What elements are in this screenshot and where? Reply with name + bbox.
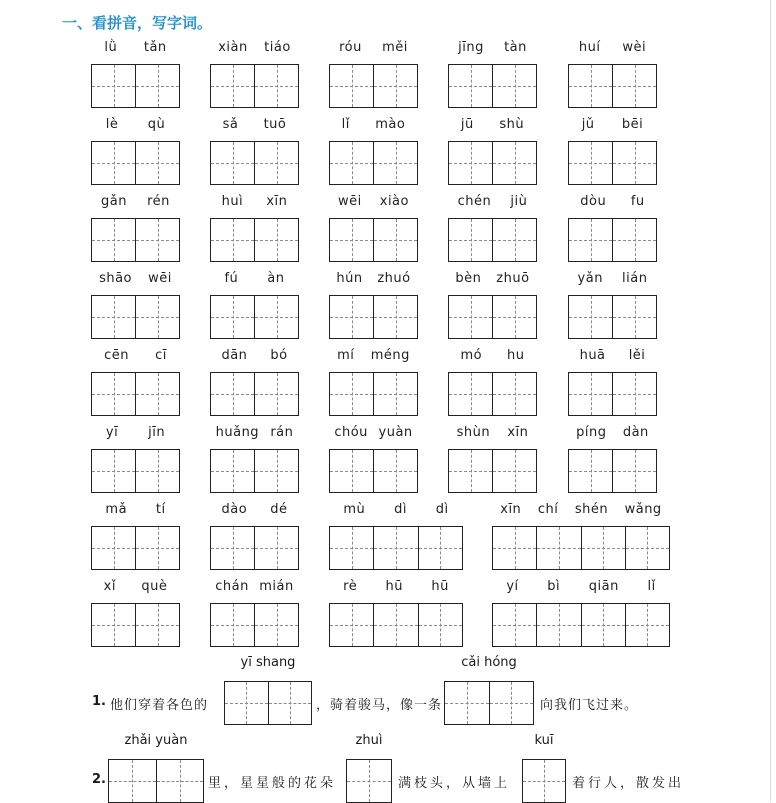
writing-box[interactable] — [254, 604, 298, 646]
writing-grid[interactable] — [448, 372, 537, 416]
writing-grid[interactable] — [568, 449, 657, 493]
writing-box[interactable] — [569, 296, 612, 338]
pinyin-label — [329, 502, 463, 517]
writing-box[interactable] — [135, 65, 179, 107]
pinyin-syllable: lǜ — [104, 40, 118, 55]
writing-box[interactable] — [569, 373, 612, 415]
pinyin-syllable: yǎn — [577, 271, 603, 286]
pinyin-syllable: mǎ — [105, 502, 128, 517]
pinyin-syllable: xīn — [500, 502, 522, 517]
pinyin-label — [210, 271, 299, 286]
pinyin-syllable: xiào — [379, 194, 409, 209]
pinyin-syllable: dàn — [622, 425, 649, 440]
writing-box[interactable] — [625, 604, 669, 646]
writing-grid[interactable] — [346, 759, 392, 803]
writing-grid[interactable] — [329, 295, 418, 339]
writing-grid[interactable] — [210, 603, 299, 647]
pinyin-label — [492, 502, 670, 517]
pinyin-syllable: què — [141, 579, 168, 594]
writing-box[interactable] — [492, 219, 536, 261]
pinyin-label — [210, 579, 299, 594]
pinyin-syllable: tàn — [504, 40, 527, 55]
writing-box[interactable] — [92, 142, 135, 184]
writing-grid[interactable] — [492, 603, 670, 647]
writing-box[interactable] — [373, 527, 417, 569]
writing-box[interactable] — [254, 527, 298, 569]
writing-grid[interactable] — [210, 526, 299, 570]
pinyin-label — [448, 348, 537, 363]
pinyin-label — [329, 348, 418, 363]
page-edge-rule — [770, 0, 771, 802]
writing-box[interactable] — [418, 527, 462, 569]
writing-box[interactable] — [330, 450, 373, 492]
pinyin-label — [492, 579, 670, 594]
writing-box[interactable] — [449, 65, 492, 107]
writing-box[interactable] — [449, 219, 492, 261]
writing-box[interactable] — [569, 65, 612, 107]
pinyin-syllable: wèi — [622, 40, 647, 55]
writing-grid[interactable] — [210, 449, 299, 493]
writing-box[interactable] — [445, 682, 489, 724]
pinyin-label — [210, 502, 299, 517]
sentence-1-pinyin-b — [444, 655, 534, 670]
writing-box[interactable] — [330, 65, 373, 107]
writing-box[interactable] — [612, 296, 656, 338]
writing-box[interactable] — [523, 760, 565, 802]
writing-box[interactable] — [612, 142, 656, 184]
writing-box[interactable] — [581, 604, 625, 646]
writing-box[interactable] — [225, 682, 268, 724]
writing-grid[interactable] — [91, 64, 180, 108]
pinyin-syllable: jiù — [510, 194, 528, 209]
writing-box[interactable] — [135, 527, 179, 569]
writing-box[interactable] — [449, 450, 492, 492]
writing-box[interactable] — [135, 296, 179, 338]
pinyin-syllable: rén — [147, 194, 170, 209]
writing-grid[interactable] — [91, 141, 180, 185]
pinyin-syllable: méng — [370, 348, 410, 363]
writing-box[interactable] — [330, 604, 373, 646]
pinyin-syllable: yuàn — [378, 425, 413, 440]
writing-box[interactable] — [569, 142, 612, 184]
pinyin-syllable: zhuō — [496, 271, 530, 286]
writing-box[interactable] — [492, 373, 536, 415]
writing-box[interactable] — [373, 219, 417, 261]
writing-grid[interactable] — [448, 295, 537, 339]
pinyin-label — [568, 271, 657, 286]
pinyin-syllable: qù — [147, 117, 166, 132]
pinyin-syllable: chán — [215, 579, 249, 594]
writing-grid[interactable] — [329, 218, 418, 262]
writing-grid[interactable] — [91, 218, 180, 262]
pinyin-syllable: shén — [574, 502, 609, 517]
sentence-text: 满枝头，从墙上 — [398, 776, 511, 791]
sentence-number: 2. — [92, 772, 106, 787]
pinyin-syllable: rè — [343, 579, 358, 594]
writing-box[interactable] — [449, 373, 492, 415]
sentence-text: 向我们飞过来。 — [540, 698, 639, 713]
pinyin-text: kuī — [534, 733, 554, 748]
section-title: 一、看拼音，写字词。 — [62, 14, 213, 32]
writing-box[interactable] — [569, 450, 612, 492]
pinyin-syllable: yí — [506, 579, 519, 594]
writing-box[interactable] — [536, 604, 580, 646]
writing-box[interactable] — [612, 219, 656, 261]
pinyin-syllable: shāo — [99, 271, 133, 286]
writing-box[interactable] — [418, 604, 462, 646]
writing-box[interactable] — [330, 527, 373, 569]
pinyin-syllable: dì — [435, 502, 449, 517]
writing-box[interactable] — [211, 527, 254, 569]
pinyin-syllable: chí — [537, 502, 559, 517]
pinyin-label — [448, 425, 537, 440]
writing-grid[interactable] — [329, 141, 418, 185]
pinyin-syllable: lǐ — [647, 579, 656, 594]
writing-box[interactable] — [109, 760, 156, 802]
pinyin-label — [91, 40, 180, 55]
writing-grid[interactable] — [210, 218, 299, 262]
writing-box[interactable] — [612, 373, 656, 415]
pinyin-syllable: mí — [337, 348, 355, 363]
pinyin-label — [91, 348, 180, 363]
pinyin-syllable: bì — [547, 579, 561, 594]
writing-grid[interactable] — [91, 295, 180, 339]
pinyin-syllable: dào — [221, 502, 248, 517]
pinyin-text: zhuì — [355, 733, 383, 748]
pinyin-syllable: hu — [507, 348, 525, 363]
writing-box[interactable] — [493, 527, 536, 569]
pinyin-syllable: gǎn — [101, 194, 128, 209]
pinyin-syllable: huí — [578, 40, 601, 55]
sentence-text: 他们穿着各色的 — [110, 698, 209, 713]
pinyin-syllable: dé — [270, 502, 288, 517]
pinyin-syllable: xǐ — [103, 579, 116, 594]
pinyin-syllable: yī — [105, 425, 119, 440]
sentence-2-pinyin-b — [346, 733, 392, 748]
pinyin-syllable: píng — [576, 425, 607, 440]
pinyin-syllable: mián — [259, 579, 294, 594]
writing-box[interactable] — [135, 219, 179, 261]
pinyin-syllable: tuō — [263, 117, 287, 132]
writing-grid[interactable] — [210, 64, 299, 108]
pinyin-label — [568, 425, 657, 440]
writing-box[interactable] — [211, 65, 254, 107]
writing-box[interactable] — [536, 527, 580, 569]
writing-box[interactable] — [373, 373, 417, 415]
pinyin-text: cǎi hóng — [461, 655, 517, 670]
pinyin-syllable: fu — [630, 194, 645, 209]
sentence-number: 1. — [92, 694, 106, 709]
pinyin-syllable: lián — [622, 271, 648, 286]
writing-box[interactable] — [254, 450, 298, 492]
pinyin-syllable: huì — [221, 194, 244, 209]
writing-box[interactable] — [135, 142, 179, 184]
writing-grid[interactable] — [329, 526, 463, 570]
writing-box[interactable] — [254, 296, 298, 338]
writing-box[interactable] — [211, 219, 254, 261]
writing-box[interactable] — [612, 65, 656, 107]
writing-box[interactable] — [625, 527, 669, 569]
pinyin-syllable: bó — [270, 348, 288, 363]
writing-grid[interactable] — [568, 64, 657, 108]
writing-grid[interactable] — [210, 295, 299, 339]
writing-grid[interactable] — [329, 372, 418, 416]
pinyin-syllable: jǔ — [581, 117, 595, 132]
writing-grid[interactable] — [448, 141, 537, 185]
writing-grid[interactable] — [91, 449, 180, 493]
writing-box[interactable] — [569, 219, 612, 261]
pinyin-syllable: rán — [270, 425, 294, 440]
pinyin-syllable: shùn — [456, 425, 491, 440]
pinyin-syllable: dòu — [580, 194, 607, 209]
pinyin-syllable: měi — [382, 40, 408, 55]
writing-grid[interactable] — [210, 372, 299, 416]
writing-box[interactable] — [211, 296, 254, 338]
pinyin-label — [329, 194, 418, 209]
writing-box[interactable] — [254, 219, 298, 261]
pinyin-syllable: chóu — [334, 425, 368, 440]
pinyin-syllable: hū — [385, 579, 404, 594]
writing-box[interactable] — [493, 604, 536, 646]
writing-grid[interactable] — [329, 603, 463, 647]
writing-box[interactable] — [373, 65, 417, 107]
pinyin-label — [210, 348, 299, 363]
writing-box[interactable] — [492, 142, 536, 184]
pinyin-label — [448, 40, 537, 55]
writing-box[interactable] — [373, 604, 417, 646]
writing-grid[interactable] — [492, 526, 670, 570]
sentence-2-pinyin-c — [522, 733, 566, 748]
writing-grid[interactable] — [91, 372, 180, 416]
writing-box[interactable] — [449, 142, 492, 184]
pinyin-syllable: xīn — [266, 194, 288, 209]
pinyin-syllable: dān — [221, 348, 248, 363]
writing-box[interactable] — [373, 296, 417, 338]
writing-box[interactable] — [492, 65, 536, 107]
writing-box[interactable] — [135, 604, 179, 646]
writing-box[interactable] — [492, 450, 536, 492]
pinyin-label — [210, 117, 299, 132]
pinyin-label — [91, 579, 180, 594]
writing-box[interactable] — [254, 142, 298, 184]
pinyin-label — [210, 194, 299, 209]
pinyin-syllable: xīn — [507, 425, 529, 440]
writing-box[interactable] — [211, 604, 254, 646]
writing-box[interactable] — [612, 450, 656, 492]
pinyin-syllable: tiáo — [264, 40, 291, 55]
writing-box[interactable] — [211, 373, 254, 415]
writing-grid[interactable] — [210, 141, 299, 185]
pinyin-syllable: lěi — [628, 348, 646, 363]
pinyin-text: yī shang — [240, 655, 296, 670]
writing-grid[interactable] — [522, 759, 566, 803]
pinyin-label — [568, 117, 657, 132]
pinyin-label — [568, 194, 657, 209]
writing-box[interactable] — [135, 373, 179, 415]
writing-grid[interactable] — [91, 526, 180, 570]
pinyin-syllable: wǎng — [624, 502, 662, 517]
writing-box[interactable] — [373, 450, 417, 492]
sentence-2-pinyin-a — [108, 733, 204, 748]
writing-box[interactable] — [92, 450, 135, 492]
writing-box[interactable] — [254, 65, 298, 107]
pinyin-syllable: wēi — [148, 271, 172, 286]
pinyin-label — [210, 425, 299, 440]
writing-grid[interactable] — [568, 295, 657, 339]
pinyin-syllable: bēi — [621, 117, 644, 132]
pinyin-syllable: róu — [339, 40, 362, 55]
writing-grid[interactable] — [448, 218, 537, 262]
pinyin-syllable: wēi — [338, 194, 362, 209]
pinyin-syllable: lǐ — [341, 117, 350, 132]
pinyin-text: zhǎi yuàn — [124, 733, 188, 748]
sentence-1-pinyin-a — [224, 655, 312, 670]
pinyin-syllable: shù — [499, 117, 525, 132]
sentence-text: ，骑着骏马，像一条 — [316, 698, 443, 713]
pinyin-syllable: chén — [457, 194, 492, 209]
writing-box[interactable] — [135, 450, 179, 492]
pinyin-syllable: hún — [336, 271, 363, 286]
pinyin-syllable: mào — [375, 117, 406, 132]
writing-grid[interactable] — [568, 141, 657, 185]
pinyin-label — [91, 194, 180, 209]
writing-grid[interactable] — [91, 603, 180, 647]
pinyin-label — [329, 579, 463, 594]
pinyin-syllable: xiàn — [218, 40, 248, 55]
pinyin-syllable: qiān — [588, 579, 619, 594]
writing-grid[interactable] — [448, 449, 537, 493]
pinyin-label — [329, 425, 418, 440]
pinyin-syllable: huā — [579, 348, 606, 363]
pinyin-syllable: jū — [460, 117, 474, 132]
pinyin-syllable: huǎng — [215, 425, 260, 440]
pinyin-label — [91, 271, 180, 286]
writing-box[interactable] — [330, 373, 373, 415]
pinyin-syllable: mù — [343, 502, 366, 517]
sentence-text: 里，星星般的花朵 — [208, 776, 337, 791]
pinyin-label — [91, 502, 180, 517]
sentence-text: 着行人，散发出 — [572, 776, 685, 791]
pinyin-syllable: sǎ — [222, 117, 239, 132]
pinyin-label — [448, 194, 537, 209]
writing-box[interactable] — [373, 142, 417, 184]
pinyin-label — [91, 425, 180, 440]
pinyin-syllable: mó — [460, 348, 483, 363]
writing-grid[interactable] — [224, 681, 312, 725]
pinyin-syllable: jīng — [458, 40, 484, 55]
writing-box[interactable] — [254, 373, 298, 415]
writing-box[interactable] — [92, 527, 135, 569]
writing-box[interactable] — [211, 142, 254, 184]
writing-box[interactable] — [211, 450, 254, 492]
pinyin-label — [329, 117, 418, 132]
pinyin-syllable: tí — [155, 502, 166, 517]
writing-box[interactable] — [347, 760, 391, 802]
pinyin-syllable: lè — [105, 117, 119, 132]
pinyin-syllable: zhuó — [377, 271, 411, 286]
pinyin-syllable: dì — [394, 502, 407, 517]
writing-grid[interactable] — [448, 64, 537, 108]
writing-box[interactable] — [330, 219, 373, 261]
pinyin-label — [448, 271, 537, 286]
pinyin-syllable: tǎn — [143, 40, 167, 55]
writing-box[interactable] — [92, 604, 135, 646]
writing-box[interactable] — [492, 296, 536, 338]
pinyin-label — [329, 40, 418, 55]
writing-box[interactable] — [156, 760, 204, 802]
pinyin-syllable: cī — [155, 348, 167, 363]
writing-box[interactable] — [330, 296, 373, 338]
writing-grid[interactable] — [444, 681, 534, 725]
writing-grid[interactable] — [568, 372, 657, 416]
pinyin-syllable: bèn — [455, 271, 482, 286]
pinyin-label — [568, 40, 657, 55]
writing-box[interactable] — [268, 682, 312, 724]
writing-box[interactable] — [92, 65, 135, 107]
pinyin-label — [91, 117, 180, 132]
pinyin-syllable: fú — [224, 271, 239, 286]
writing-grid[interactable] — [108, 759, 204, 803]
pinyin-syllable: hū — [431, 579, 449, 594]
writing-grid[interactable] — [568, 218, 657, 262]
writing-box[interactable] — [92, 219, 135, 261]
pinyin-label — [210, 40, 299, 55]
writing-box[interactable] — [449, 296, 492, 338]
writing-grid[interactable] — [329, 449, 418, 493]
pinyin-label — [568, 348, 657, 363]
writing-grid[interactable] — [329, 64, 418, 108]
pinyin-label — [448, 117, 537, 132]
writing-box[interactable] — [489, 682, 534, 724]
writing-box[interactable] — [92, 296, 135, 338]
pinyin-syllable: àn — [267, 271, 285, 286]
writing-box[interactable] — [581, 527, 625, 569]
pinyin-syllable: cēn — [104, 348, 129, 363]
pinyin-label — [329, 271, 418, 286]
pinyin-syllable: jīn — [148, 425, 166, 440]
writing-box[interactable] — [92, 373, 135, 415]
writing-box[interactable] — [330, 142, 373, 184]
